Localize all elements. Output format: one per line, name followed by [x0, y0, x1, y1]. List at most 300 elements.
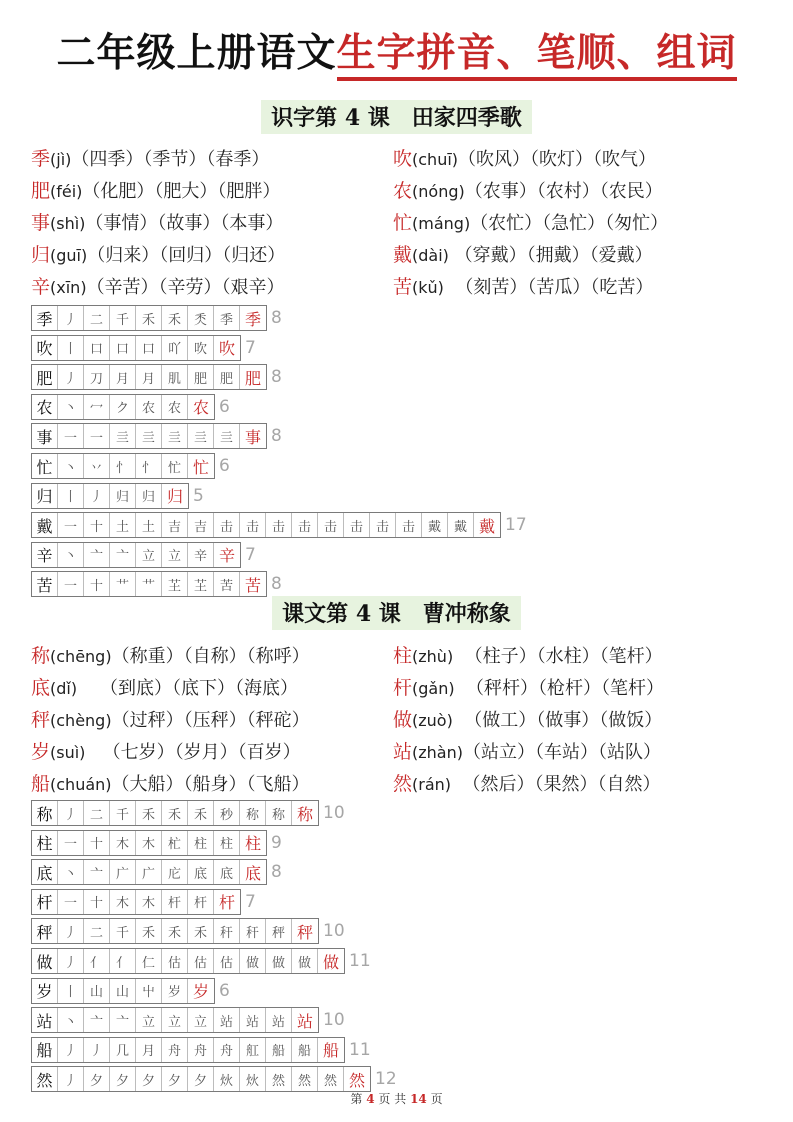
stroke-step: 杆	[218, 893, 235, 913]
stroke-step: 亠	[84, 860, 110, 884]
stroke-step: 土	[110, 513, 136, 537]
stroke-count: 12	[375, 1069, 397, 1090]
stroke-step: 芏	[188, 572, 214, 596]
stroke-count: 8	[271, 367, 282, 388]
stroke-step: 归	[110, 484, 136, 508]
stroke-step: 然	[348, 1070, 365, 1090]
stroke-step: 木	[110, 831, 136, 855]
stroke-count: 8	[271, 862, 282, 883]
stroke-step: 苦	[214, 572, 240, 596]
stroke-step: 夕	[136, 1067, 162, 1091]
new-character: 戴	[393, 244, 413, 266]
stroke-step: 归	[166, 487, 183, 507]
stroke-step: 忄	[136, 454, 162, 478]
stroke-step: 丿	[84, 484, 110, 508]
stroke-step: 秂	[188, 306, 214, 330]
stroke-step: 吉	[188, 513, 214, 537]
stroke-character: 船	[32, 1038, 58, 1062]
stroke-step: 立	[162, 543, 188, 567]
pinyin: (suì)	[50, 743, 86, 762]
stroke-step: 估	[188, 949, 214, 973]
stroke-count: 10	[323, 1010, 345, 1031]
stroke-count: 10	[323, 803, 345, 823]
stroke-step: 木	[110, 890, 136, 914]
stroke-grid	[31, 483, 189, 509]
stroke-character: 戴	[32, 513, 58, 537]
stroke-step: 禾	[188, 919, 214, 943]
word-group: （四季）（季节）（春季）	[71, 149, 270, 170]
stroke-step: 秆	[240, 919, 266, 943]
stroke-step: 一	[58, 890, 84, 914]
stroke-character: 忙	[32, 454, 58, 478]
page-total: 14	[410, 1092, 427, 1106]
new-character: 柱	[393, 645, 413, 667]
stroke-order-row	[31, 542, 256, 568]
stroke-order-row	[31, 512, 527, 538]
word-group-row	[393, 672, 664, 704]
stroke-step: 一	[84, 424, 110, 448]
stroke-order-row	[31, 1037, 371, 1063]
word-group: （刻苦）（苦瓜）（吃苦）	[443, 277, 654, 298]
stroke-count: 8	[271, 308, 282, 328]
stroke-step: 亖	[214, 424, 240, 448]
stroke-step: 戴	[478, 516, 495, 536]
stroke-character: 然	[32, 1067, 58, 1091]
stroke-character: 秤	[32, 919, 58, 943]
stroke-step: 一	[58, 831, 84, 855]
word-group-row	[31, 736, 301, 768]
stroke-step: 禾	[136, 801, 162, 825]
stroke-character: 事	[32, 424, 58, 448]
stroke-count: 5	[193, 485, 204, 506]
pinyin: (zhàn)	[412, 743, 463, 762]
stroke-step: 艹	[136, 572, 162, 596]
stroke-step: 禾	[136, 306, 162, 330]
pinyin: (féi)	[50, 182, 83, 201]
stroke-step: 亻	[110, 949, 136, 973]
stroke-grid	[31, 918, 319, 944]
word-group: （称重）（自称）（称呼）	[111, 646, 310, 667]
title-red: 生字拼音、笔顺、组词	[337, 31, 737, 81]
stroke-step: 吉	[162, 513, 188, 537]
stroke-step: 广	[110, 860, 136, 884]
stroke-step: 丿	[58, 919, 84, 943]
stroke-step: 称	[296, 804, 313, 824]
stroke-grid	[31, 305, 267, 331]
word-group: （穿戴）（拥戴）（爱戴）	[448, 245, 653, 266]
stroke-step: 估	[162, 949, 188, 973]
pinyin: (jì)	[50, 150, 72, 169]
stroke-step: 吹	[218, 339, 235, 359]
pinyin: (dài)	[412, 246, 449, 265]
pinyin: (dǐ)	[50, 679, 78, 698]
stroke-step: 秤	[266, 919, 292, 943]
stroke-step: 肥	[214, 365, 240, 389]
word-group: （站立）（车站）（站队）	[462, 742, 661, 763]
stroke-step: 十	[84, 572, 110, 596]
stroke-step: 岁	[162, 979, 188, 1003]
stroke-step: 夕	[84, 1067, 110, 1091]
stroke-step: 一	[58, 572, 84, 596]
stroke-step: 然	[266, 1067, 292, 1091]
stroke-step: 山	[84, 979, 110, 1003]
stroke-step: 夕	[188, 1067, 214, 1091]
stroke-order-row	[31, 394, 230, 420]
stroke-step: 丶	[58, 395, 84, 419]
new-character: 然	[393, 773, 413, 795]
word-group: （秤杆）（枪杆）（笔杆）	[454, 678, 665, 699]
stroke-step: 丶	[58, 543, 84, 567]
stroke-grid	[31, 1066, 371, 1092]
stroke-character: 站	[32, 1008, 58, 1032]
stroke-step: 舟	[188, 1038, 214, 1062]
pinyin: (guī)	[50, 246, 88, 265]
stroke-step: 丶	[58, 860, 84, 884]
new-character: 吹	[393, 148, 413, 170]
stroke-step: ク	[110, 395, 136, 419]
stroke-step: 肌	[162, 365, 188, 389]
stroke-step: 忄	[110, 454, 136, 478]
new-character: 岁	[31, 741, 51, 763]
stroke-step: 戴	[448, 513, 474, 537]
stroke-step: 亠	[110, 543, 136, 567]
stroke-step: 亖	[188, 424, 214, 448]
stroke-character: 柱	[32, 831, 58, 855]
stroke-count: 17	[505, 515, 527, 536]
stroke-grid	[31, 571, 267, 597]
stroke-count: 8	[271, 574, 282, 595]
stroke-step: 亻	[84, 949, 110, 973]
stroke-grid	[31, 423, 267, 449]
pinyin: (gǎn)	[412, 679, 455, 698]
stroke-step: 站	[214, 1008, 240, 1032]
pinyin: (chuán)	[50, 775, 112, 794]
stroke-step: 禾	[136, 919, 162, 943]
word-group: （农事）（农村）（农民）	[464, 181, 663, 202]
stroke-step: 立	[162, 1008, 188, 1032]
stroke-step: 船	[292, 1038, 318, 1062]
new-character: 苦	[393, 276, 413, 298]
pinyin: (zhù)	[412, 647, 454, 666]
stroke-step: 吖	[162, 336, 188, 360]
stroke-step: 仁	[136, 949, 162, 973]
stroke-step: 击	[240, 513, 266, 537]
stroke-step: 农	[136, 395, 162, 419]
stroke-step: 归	[136, 484, 162, 508]
stroke-step: 做	[240, 949, 266, 973]
new-character: 做	[393, 709, 413, 731]
new-character: 辛	[31, 276, 51, 298]
stroke-step: 丨	[58, 484, 84, 508]
stroke-step: 称	[240, 801, 266, 825]
stroke-grid	[31, 453, 215, 479]
word-group: （做工）（做事）（做饭）	[452, 710, 663, 731]
word-group-row	[393, 239, 653, 271]
stroke-step: 芏	[162, 572, 188, 596]
stroke-grid	[31, 335, 241, 361]
word-group: （然后）（果然）（自然）	[451, 774, 661, 795]
word-group-row	[393, 704, 662, 736]
stroke-grid	[31, 542, 241, 568]
stroke-step: 丿	[58, 1038, 84, 1062]
stroke-step: 底	[188, 860, 214, 884]
stroke-step: 肥	[244, 368, 261, 388]
stroke-step: 丿	[58, 306, 84, 330]
word-group-row	[31, 175, 280, 207]
new-character: 称	[31, 645, 51, 667]
new-character: 忙	[393, 212, 413, 234]
stroke-count: 11	[349, 951, 371, 971]
stroke-step: 月	[110, 365, 136, 389]
stroke-step: 柱	[244, 834, 261, 854]
stroke-order-row	[31, 483, 204, 509]
pinyin: (xīn)	[50, 278, 87, 297]
stroke-step: 击	[370, 513, 396, 537]
stroke-step: 肥	[188, 365, 214, 389]
stroke-grid	[31, 394, 215, 420]
stroke-character: 农	[32, 395, 58, 419]
lesson-title-text: 课文第 4 课 曹冲称象	[272, 596, 521, 630]
new-character: 归	[31, 244, 51, 266]
word-group: （农忙）（急忙）（匆忙）	[470, 213, 669, 234]
stroke-step: 亖	[162, 424, 188, 448]
stroke-grid	[31, 800, 319, 826]
stroke-step: 二	[84, 801, 110, 825]
stroke-step: 口	[136, 336, 162, 360]
word-group: （大船）（船身）（飞船）	[111, 774, 310, 795]
new-character: 秤	[31, 709, 51, 731]
new-character: 底	[31, 677, 51, 699]
pinyin: (shì)	[50, 214, 86, 233]
stroke-step: 秤	[296, 922, 313, 942]
word-group: （事情）（故事）（本事）	[85, 213, 284, 234]
stroke-step: 月	[136, 365, 162, 389]
stroke-count: 7	[245, 337, 256, 358]
stroke-order-row	[31, 1007, 345, 1033]
stroke-step: 舡	[240, 1038, 266, 1062]
title-black: 二年级上册语文	[56, 31, 337, 76]
word-group-row	[31, 672, 298, 704]
new-character: 站	[393, 741, 413, 763]
stroke-step: 舟	[162, 1038, 188, 1062]
stroke-step: 刀	[84, 365, 110, 389]
word-group-row	[31, 768, 310, 800]
stroke-step: 吹	[188, 336, 214, 360]
stroke-character: 岁	[32, 979, 58, 1003]
stroke-step: 舟	[214, 1038, 240, 1062]
stroke-count: 7	[245, 891, 256, 912]
stroke-order-row	[31, 918, 345, 944]
stroke-count: 6	[219, 396, 230, 417]
stroke-count: 10	[323, 921, 345, 942]
stroke-step: 十	[84, 890, 110, 914]
stroke-step: 一	[58, 513, 84, 537]
stroke-step: 称	[266, 801, 292, 825]
stroke-grid	[31, 889, 241, 915]
stroke-character: 苦	[32, 572, 58, 596]
stroke-step: 船	[322, 1041, 339, 1061]
word-group-row	[393, 143, 656, 175]
word-group-row	[31, 704, 310, 736]
word-group-row	[31, 239, 285, 271]
stroke-step: 千	[110, 801, 136, 825]
stroke-step: 击	[292, 513, 318, 537]
pinyin: (máng)	[412, 214, 471, 233]
word-group-row	[393, 640, 663, 672]
stroke-step: 丶	[58, 1008, 84, 1032]
stroke-step: 站	[266, 1008, 292, 1032]
new-character: 农	[393, 180, 413, 202]
stroke-order-row	[31, 423, 282, 449]
stroke-count: 7	[245, 544, 256, 565]
stroke-character: 做	[32, 949, 58, 973]
word-group-row	[393, 175, 663, 207]
stroke-order-row	[31, 453, 230, 479]
stroke-step: 禾	[188, 801, 214, 825]
stroke-order-row	[31, 889, 256, 915]
new-character: 杆	[393, 677, 413, 699]
stroke-step: 然	[318, 1067, 344, 1091]
word-group: （到底）（底下）（海底）	[77, 678, 298, 699]
stroke-count: 8	[271, 426, 282, 447]
word-group-row	[31, 271, 285, 303]
stroke-order-row	[31, 978, 230, 1004]
stroke-step: 十	[84, 831, 110, 855]
stroke-step: 然	[292, 1067, 318, 1091]
stroke-order-row	[31, 305, 282, 331]
stroke-step: 苦	[244, 575, 261, 595]
stroke-step: 丿	[58, 365, 84, 389]
stroke-step: 击	[318, 513, 344, 537]
stroke-step: 丶	[58, 454, 84, 478]
stroke-character: 归	[32, 484, 58, 508]
lesson-title	[0, 100, 793, 134]
stroke-step: 击	[344, 513, 370, 537]
stroke-grid	[31, 1037, 345, 1063]
stroke-character: 杆	[32, 890, 58, 914]
stroke-step: 亠	[84, 1008, 110, 1032]
pinyin: (chèng)	[50, 711, 112, 730]
stroke-order-row	[31, 800, 345, 826]
stroke-order-row	[31, 571, 282, 597]
stroke-step: 丷	[84, 454, 110, 478]
stroke-grid	[31, 948, 345, 974]
stroke-step: 丨	[58, 979, 84, 1003]
stroke-step: 亠	[84, 543, 110, 567]
word-group-row	[393, 207, 668, 239]
pinyin: (zuò)	[412, 711, 453, 730]
pinyin: (chuī)	[412, 150, 459, 169]
stroke-grid	[31, 978, 215, 1004]
stroke-step: 秆	[214, 919, 240, 943]
stroke-character: 季	[32, 306, 58, 330]
stroke-step: 丿	[58, 801, 84, 825]
page-title	[0, 22, 793, 78]
stroke-step: 辛	[218, 546, 235, 566]
stroke-order-row	[31, 948, 371, 974]
stroke-step: 丨	[58, 336, 84, 360]
stroke-step: 亖	[136, 424, 162, 448]
pinyin: (chēng)	[50, 647, 112, 666]
stroke-step: 估	[214, 949, 240, 973]
stroke-step: 站	[296, 1011, 313, 1031]
stroke-step: 柱	[214, 831, 240, 855]
stroke-character: 辛	[32, 543, 58, 567]
stroke-step: 站	[240, 1008, 266, 1032]
stroke-step: 亠	[110, 1008, 136, 1032]
stroke-step: 千	[110, 306, 136, 330]
stroke-step: 忙	[192, 457, 209, 477]
stroke-step: 二	[84, 306, 110, 330]
stroke-step: 杆	[162, 890, 188, 914]
word-group: （辛苦）（辛劳）（艰辛）	[86, 277, 285, 298]
word-group: （化肥）（肥大）（肥胖）	[82, 181, 281, 202]
word-group: （过秤）（压秤）（秤砣）	[111, 710, 310, 731]
stroke-step: 忙	[162, 454, 188, 478]
stroke-step: 做	[322, 952, 339, 972]
lesson-title-text: 识字第 4 课 田家四季歌	[261, 100, 532, 134]
pinyin: (kǔ)	[412, 278, 444, 297]
stroke-step: 击	[214, 513, 240, 537]
stroke-step: 口	[110, 336, 136, 360]
stroke-step: 立	[188, 1008, 214, 1032]
stroke-character: 吹	[32, 336, 58, 360]
word-group-row	[31, 207, 283, 239]
stroke-grid	[31, 859, 267, 885]
pinyin: (rán)	[412, 775, 452, 794]
stroke-character: 肥	[32, 365, 58, 389]
stroke-step: 庀	[162, 860, 188, 884]
stroke-step: 炏	[214, 1067, 240, 1091]
stroke-step: 二	[84, 919, 110, 943]
stroke-step: 击	[396, 513, 422, 537]
stroke-step: 秒	[214, 801, 240, 825]
stroke-character: 称	[32, 801, 58, 825]
stroke-step: 禾	[162, 919, 188, 943]
pinyin: (nóng)	[412, 182, 465, 201]
stroke-character: 底	[32, 860, 58, 884]
stroke-step: 丿	[58, 949, 84, 973]
stroke-step: 亖	[110, 424, 136, 448]
stroke-grid	[31, 1007, 319, 1033]
stroke-step: 十	[84, 513, 110, 537]
word-group: （归来）（回归）（归还）	[87, 245, 286, 266]
stroke-order-row	[31, 830, 282, 856]
stroke-step: 广	[136, 860, 162, 884]
stroke-order-row	[31, 364, 282, 390]
word-group: （柱子）（水柱）（笔杆）	[453, 646, 663, 667]
stroke-step: 立	[136, 543, 162, 567]
stroke-step: 农	[192, 398, 209, 418]
stroke-step: 口	[84, 336, 110, 360]
stroke-count: 6	[219, 456, 230, 476]
stroke-step: 戴	[422, 513, 448, 537]
new-character: 事	[31, 212, 51, 234]
stroke-step: 底	[244, 863, 261, 883]
stroke-step: 杆	[188, 890, 214, 914]
stroke-order-row	[31, 335, 256, 361]
stroke-step: 冖	[84, 395, 110, 419]
stroke-step: 立	[136, 1008, 162, 1032]
stroke-step: 船	[266, 1038, 292, 1062]
word-group-row	[31, 640, 310, 672]
stroke-step: 做	[292, 949, 318, 973]
word-group: （吹风）（吹灯）（吹气）	[458, 149, 657, 170]
stroke-grid	[31, 364, 267, 390]
stroke-step: 千	[110, 919, 136, 943]
stroke-step: 木	[136, 831, 162, 855]
stroke-grid	[31, 830, 267, 856]
